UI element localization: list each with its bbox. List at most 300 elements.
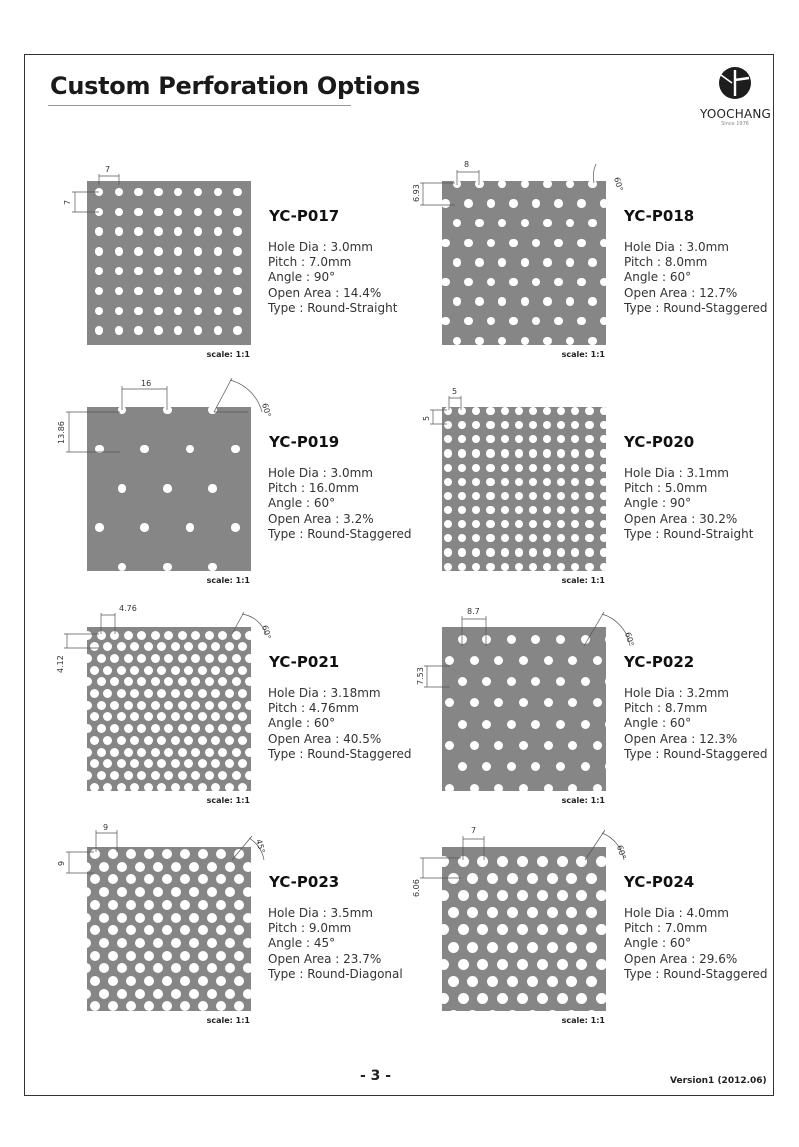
spec-list-p021 [268,686,412,762]
perforation-hole [180,849,190,859]
perforation-hole [519,656,528,665]
perforation-hole [154,247,163,256]
page-number: - 3 - [360,1068,392,1084]
perforation-hole [178,677,187,686]
perforation-hole [207,887,217,897]
spec-list-p023 [268,906,403,982]
perforation-hole [97,701,106,710]
perforation-hole [543,421,551,429]
perforation-hole [218,631,227,640]
product-code-p020: YC-P020 [624,433,695,451]
perforation-hole [205,677,214,686]
perforation-hole [144,951,154,961]
perforation-hole [153,913,163,923]
perforation-hole [108,849,118,859]
spec-list-p019 [268,466,412,542]
perforation-hole [585,563,593,571]
perforation-hole [529,407,537,415]
perforation-hole [477,890,488,901]
perforation-hole [189,887,199,897]
perforation-hole [124,771,133,780]
perforation-hole [557,924,568,935]
perforation-hole [99,989,109,999]
perforation-hole [593,784,602,791]
spec-list-p022 [624,686,768,762]
perforation-hole [232,677,241,686]
perforation-hole [486,534,494,542]
perforation-hole [596,924,606,935]
perforation-hole [205,771,214,780]
dim-row-p022: 7.53 [416,667,425,685]
perforation-hole [140,445,149,454]
perforation-hole [164,771,173,780]
perforation-hole [486,520,494,528]
perforation-hole [205,631,214,640]
perforation-hole [472,548,480,556]
perforation-hole [174,208,183,217]
perforation-hole [154,326,163,335]
perforation-hole [531,762,540,771]
scale-label-p023: scale: 1:1 [206,1016,250,1025]
perforation-hole [571,534,579,542]
spec-open-area: Open Area : 12.3% [624,731,738,746]
perforation-hole [444,449,452,457]
perforation-hole [486,449,494,457]
perforation-hole [543,520,551,528]
perforation-hole [108,1001,118,1011]
perforation-hole [171,938,181,948]
perforation-hole [588,258,597,267]
perforation-hole [90,736,99,745]
perforation-hole [117,887,127,897]
perforation-hole [198,1001,208,1011]
perforation-hole [115,208,124,217]
perforation-hole [164,677,173,686]
perforation-hole [218,654,227,663]
perforation-hole [487,907,498,918]
perforation-hole [178,724,187,733]
perforation-hole [571,520,579,528]
perforation-hole [557,548,565,556]
perforation-hole [527,873,538,884]
perforation-hole [108,874,118,884]
perforation-hole [225,963,235,973]
perforation-hole [537,993,548,1004]
perforation-hole [214,208,223,217]
perforation-hole [529,548,537,556]
perforation-hole [103,642,112,651]
perforation-hole [458,959,469,970]
perforation-hole [234,976,244,986]
dim-pitch-p021: 4.76 [119,604,137,613]
perforation-hole [458,478,466,486]
logo-tagline: Since 1976 [721,121,749,127]
perforation-hole [515,407,523,415]
perforation-hole [445,656,454,665]
perforation-hole [205,654,214,663]
perforation-hole [103,736,112,745]
perforation-hole [453,337,462,345]
perforation-hole [214,188,223,197]
perforation-hole [486,492,494,500]
perforation-hole [515,506,523,514]
perforation-hole [487,239,496,248]
perforation-hole [458,534,466,542]
perforation-panel-p023 [87,847,251,1011]
perforation-hole [482,677,491,686]
perforation-hole [137,724,146,733]
perforation-hole [444,492,452,500]
perforation-hole [442,199,450,208]
perforation-hole [529,520,537,528]
perforation-hole [543,407,551,415]
perforation-hole [566,219,575,228]
perforation-hole [87,862,91,872]
product-code-p021: YC-P021 [269,653,340,671]
perforation-hole [110,724,119,733]
perforation-hole [154,287,163,296]
perforation-hole [189,963,199,973]
spec-open-area: Open Area : 12.7% [624,285,738,300]
perforation-hole [588,297,597,306]
dim-row-p017: 7 [63,199,72,205]
perforation-hole [501,563,509,571]
perforation-hole [205,748,214,757]
perforation-hole [144,1001,154,1011]
perforation-hole [543,449,551,457]
perforation-hole [475,219,484,228]
perforation-hole [118,563,127,571]
perforation-hole [234,900,244,910]
perforation-hole [544,784,553,791]
perforation-hole [556,635,565,644]
perforation-hole [600,492,606,500]
perforation-hole [216,951,226,961]
perforation-hole [243,963,251,973]
perforation-hole [171,913,181,923]
perforation-hole [157,759,166,768]
perforation-hole [245,631,251,640]
perforation-hole [87,963,91,973]
perforation-hole [472,563,480,571]
perforation-hole [529,421,537,429]
perforation-hole [171,759,180,768]
perforation-hole [194,287,203,296]
spec-pitch: Pitch : 7.0mm [268,255,352,270]
perforation-hole [470,741,479,750]
perforation-hole [448,907,459,918]
perforation-hole [501,506,509,514]
spec-pitch: Pitch : 7.0mm [624,921,708,936]
perforation-hole [225,712,234,721]
perforation-hole [184,666,193,675]
perforation-hole [211,666,220,675]
perforation-hole [557,856,568,867]
perforation-hole [571,492,579,500]
perforation-hole [600,506,606,514]
perforation-hole [486,548,494,556]
perforation-panel-p022 [442,627,606,791]
perforation-hole [543,563,551,571]
perforation-hole [208,484,217,493]
perforation-hole [225,666,234,675]
perforation-hole [458,890,469,901]
perforation-hole [529,435,537,443]
perforation-hole [472,421,480,429]
perforation-hole [467,976,478,987]
perforation-hole [95,445,104,454]
perforation-hole [588,219,597,228]
perforation-hole [577,199,586,208]
perforation-hole [103,759,112,768]
perforation-hole [448,873,459,884]
scale-label-p024: scale: 1:1 [561,1016,605,1025]
perforation-hole [498,337,507,345]
perforation-hole [566,942,577,953]
perforation-hole [581,635,590,644]
perforation-hole [137,701,146,710]
perforation-hole [586,873,597,884]
dim-angle-p019: 60° [260,402,273,419]
perforation-hole [180,1001,190,1011]
perforation-hole [487,873,498,884]
perforation-hole [216,976,226,986]
perforation-hole [515,563,523,571]
perforation-hole [494,698,503,707]
perforation-hole [151,631,160,640]
perforation-hole [472,492,480,500]
perforation-hole [144,900,154,910]
perforation-hole [472,464,480,472]
perforation-hole [458,464,466,472]
spec-type: Type : Round-Staggered [624,300,768,315]
perforation-hole [207,862,217,872]
perforation-hole [596,856,606,867]
perforation-hole [117,913,127,923]
perforation-hole [566,976,577,987]
spec-hole-dia: Hole Dia : 3.0mm [268,466,373,480]
perforation-hole [90,849,100,859]
perforation-hole [497,890,508,901]
perforation-hole [470,698,479,707]
perforation-hole [198,849,208,859]
perforation-hole [586,942,597,953]
perforation-hole [501,464,509,472]
perforation-hole [184,712,193,721]
perforation-hole [519,784,528,791]
perforation-hole [517,890,528,901]
perforation-hole [442,239,450,248]
perforation-hole [515,421,523,429]
perforation-hole [445,741,454,750]
perforation-hole [87,771,92,780]
perforation-hole [90,874,100,884]
spec-open-area: Open Area : 23.7% [268,951,382,966]
perforation-hole [453,297,462,306]
perforation-hole [501,548,509,556]
perforation-hole [487,942,498,953]
spec-pitch: Pitch : 8.7mm [624,701,708,716]
perforation-hole [537,924,548,935]
perforation-hole [130,642,139,651]
perforation-hole [527,907,538,918]
perforation-hole [537,856,548,867]
perforation-hole [225,862,235,872]
perforation-hole [517,856,528,867]
perforation-hole [600,435,606,443]
spec-hole-dia: Hole Dia : 3.0mm [624,240,729,254]
spec-angle: Angle : 90° [268,270,336,285]
perforation-hole [225,989,235,999]
spec-angle: Angle : 60° [624,936,692,951]
perforation-hole [231,445,240,454]
perforation-hole [519,741,528,750]
perforation-hole [90,783,99,791]
perforation-hole [234,874,244,884]
product-code-p017: YC-P017 [269,207,340,225]
perforation-hole [531,677,540,686]
perforation-hole [153,938,163,948]
perforation-hole [557,959,568,970]
perforation-hole [467,1010,478,1011]
perforation-hole [90,951,100,961]
perforation-hole [515,534,523,542]
perforation-hole [529,563,537,571]
perforation-hole [521,297,530,306]
perforation-hole [124,701,133,710]
perforation-hole [243,989,251,999]
dim-pitch-p020: 5 [452,387,458,396]
perforation-hole [507,677,516,686]
perforation-hole [108,951,118,961]
perforation-hole [566,1010,577,1011]
spec-open-area: Open Area : 29.6% [624,951,738,966]
perforation-hole [194,227,203,236]
perforation-hole [198,736,207,745]
perforation-hole [162,951,172,961]
spec-pitch: Pitch : 8.0mm [624,255,708,270]
perforation-hole [171,736,180,745]
spec-list-p024 [624,906,768,982]
perforation-hole [501,478,509,486]
perforation-hole [198,925,208,935]
perforation-hole [509,239,518,248]
perforation-hole [126,951,136,961]
perforation-hole [130,712,139,721]
perforation-hole [444,506,452,514]
perforation-hole [207,989,217,999]
perforation-hole [144,849,154,859]
perforation-hole [245,654,251,663]
scale-label-p019: scale: 1:1 [206,576,250,585]
dim-angle-p024: 60° [615,844,628,861]
perforation-hole [521,181,530,188]
perforation-hole [90,689,99,698]
perforation-hole [458,548,466,556]
perforation-hole [130,759,139,768]
perforation-hole [543,258,552,267]
perforation-hole [211,736,220,745]
perforation-hole [529,506,537,514]
perforation-hole [521,219,530,228]
spec-hole-dia: Hole Dia : 3.18mm [268,686,381,700]
perforation-hole [547,942,558,953]
perforation-hole [501,421,509,429]
spec-type: Type : Round-Staggered [268,746,412,761]
perforation-hole [225,759,234,768]
spec-pitch: Pitch : 4.76mm [268,701,359,716]
dim-pitch-p024: 7 [471,826,477,835]
perforation-hole [189,989,199,999]
perforation-hole [507,942,518,953]
perforation-hole [515,520,523,528]
perforation-hole [214,247,223,256]
perforation-hole [154,227,163,236]
perforation-hole [577,239,586,248]
perforation-hole [162,874,172,884]
perforation-hole [95,227,104,236]
perforation-hole [245,724,251,733]
perforation-hole [557,478,565,486]
perforation-hole [171,642,180,651]
perforation-hole [556,720,565,729]
perforation-hole [171,963,181,973]
perforation-hole [216,925,226,935]
perforation-hole [600,199,606,208]
perforation-hole [515,548,523,556]
spec-angle: Angle : 60° [624,270,692,285]
perforation-hole [544,656,553,665]
perforation-hole [566,907,577,918]
perforation-hole [90,666,99,675]
dim-angle-p021: 60° [260,624,273,641]
perforation-hole [486,421,494,429]
perforation-hole [588,337,597,345]
perforation-hole [486,563,494,571]
perforation-hole [467,873,478,884]
perforation-hole [532,317,541,326]
perforation-hole [600,239,606,248]
perforation-hole [453,258,462,267]
perforation-hole [571,435,579,443]
perforation-hole [245,677,251,686]
perforation-hole [126,976,136,986]
perforation-hole [571,563,579,571]
perforation-hole [448,1010,459,1011]
perforation-hole [532,199,541,208]
perforation-hole [95,208,104,217]
perforation-hole [557,464,565,472]
spec-hole-dia: Hole Dia : 3.5mm [268,906,373,920]
perforation-hole [568,656,577,665]
perforation-hole [214,267,223,276]
perforation-hole [231,523,240,532]
perforation-hole [458,993,469,1004]
perforation-hole [207,963,217,973]
perforation-hole [509,199,518,208]
perforation-hole [234,925,244,935]
perforation-hole [95,267,104,276]
perforation-hole [194,247,203,256]
dim-angle-p022: 60° [623,631,636,648]
perforation-hole [157,783,166,791]
perforation-hole [214,287,223,296]
perforation-hole [97,654,106,663]
perforation-hole [130,689,139,698]
perforation-hole [151,677,160,686]
perforation-hole [498,181,507,188]
perforation-hole [232,748,241,757]
